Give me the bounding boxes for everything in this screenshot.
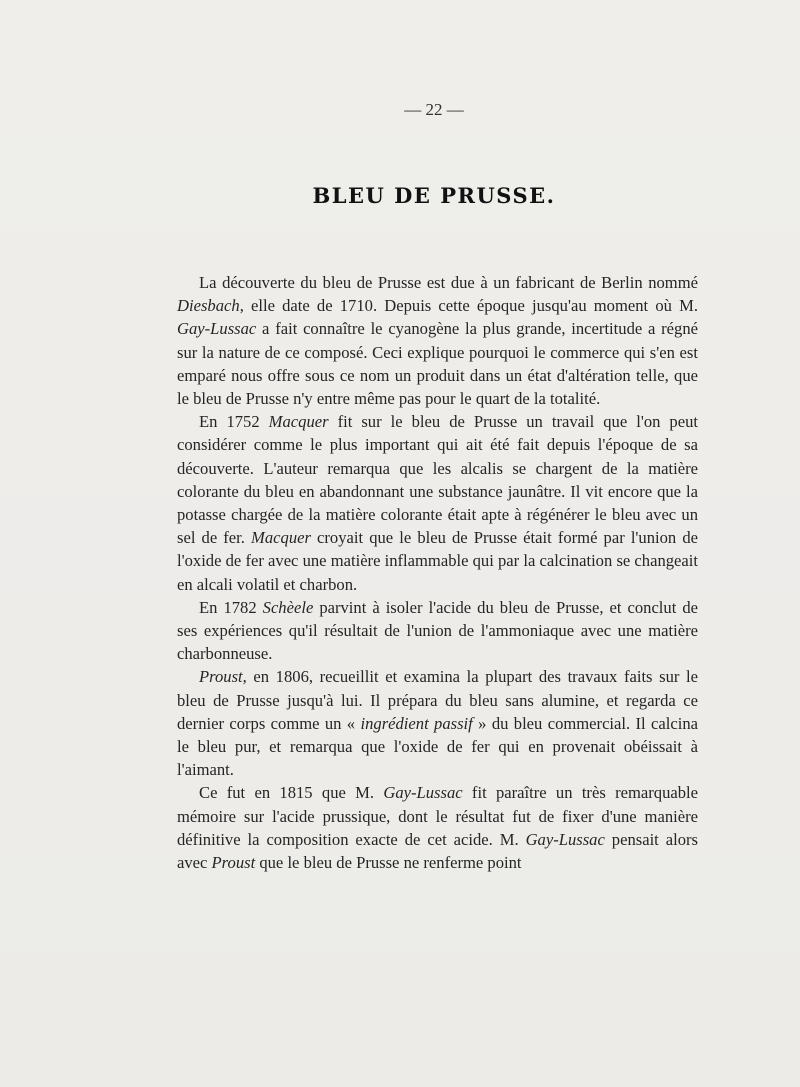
italic-text: Gay-Lussac bbox=[383, 783, 463, 803]
text-run: parvint à isoler l'acide du bleu de Prusse, et conclut de ses expériences qu'il résultait de l'union de l'ammoniaque avec une matière charbonneuse. bbox=[177, 597, 698, 664]
text-run: croyait que le bleu de Prusse était formé par l'union de l'oxide de fer avec une matière inflammable qui par la calcination se changeait en alcali volatil et charbon. bbox=[177, 528, 698, 594]
italic-text: Schèele bbox=[262, 597, 314, 617]
paragraph bbox=[177, 410, 698, 596]
paragraph bbox=[177, 596, 698, 666]
italic-text: Proust bbox=[199, 667, 243, 687]
text-run: En 1782 bbox=[199, 597, 263, 617]
italic-text: Proust bbox=[211, 853, 256, 873]
text-run: , elle date de 1710. Depuis cette époque jusqu'au moment où M. bbox=[239, 296, 698, 316]
text-run: fit paraître un très remarquable mémoire sur l'acide prussique, dont le résultat fut de fixer d'une manière définitive la composition exacte de cet acide. M. bbox=[177, 783, 698, 849]
paragraph bbox=[177, 781, 698, 874]
page-title: BLEU DE PRUSSE. bbox=[312, 183, 556, 208]
paragraph bbox=[177, 665, 698, 781]
text-run: a fait connaître le cyanogène la plus grande, incertitude a régné sur la nature de ce composé. Ceci explique pourquoi le commerce qui s'en est emparé nous offre sous ce nom un produit dans un état d'altération telle, que le bleu de Prusse n'y entre même pas pour le quart de la totalité. bbox=[177, 319, 698, 409]
italic-text: Diesbach bbox=[177, 296, 240, 316]
text-run: , en 1806, recueillit et examina la plupart des travaux faits sur le bleu de Prusse jusqu'à lui. Il prépara du bleu sans alumine, et regarda ce dernier corps comme un « bbox=[177, 667, 698, 733]
text-run: Ce fut en 1815 que M. bbox=[199, 783, 384, 803]
paragraph bbox=[177, 271, 698, 410]
text-run: En 1752 bbox=[199, 412, 269, 432]
italic-text: Gay-Lussac bbox=[177, 319, 257, 339]
italic-text: Gay-Lussac bbox=[525, 829, 605, 849]
text-run: pensait alors avec bbox=[177, 829, 698, 873]
page-number: — 22 — bbox=[404, 100, 464, 119]
italic-text: Macquer bbox=[268, 412, 329, 432]
text-run: » du bleu commercial. Il calcina le bleu pur, et remarqua que l'oxide de fer qui en provenait obéissait à l'aimant. bbox=[177, 713, 699, 780]
italic-text: Macquer bbox=[251, 528, 311, 548]
text-run: La découverte du bleu de Prusse est due à un fabricant de Berlin nommé bbox=[199, 273, 698, 292]
text-run: fit sur le bleu de Prusse un travail que l'on peut considérer comme le plus important qui ait été fait depuis l'époque de sa découverte. L'auteur remarqua que les alcalis se chargent de la matière colorante du bleu en abandonnant une substance jaunâtre. Il vit encore que la potasse chargée de la matière colorante était apte à régénérer le bleu avec un sel de fer. bbox=[177, 412, 698, 548]
italic-text: ingrédient passif bbox=[360, 713, 473, 733]
body-text bbox=[177, 271, 698, 874]
text-run: que le bleu de Prusse ne renferme point bbox=[255, 853, 522, 873]
